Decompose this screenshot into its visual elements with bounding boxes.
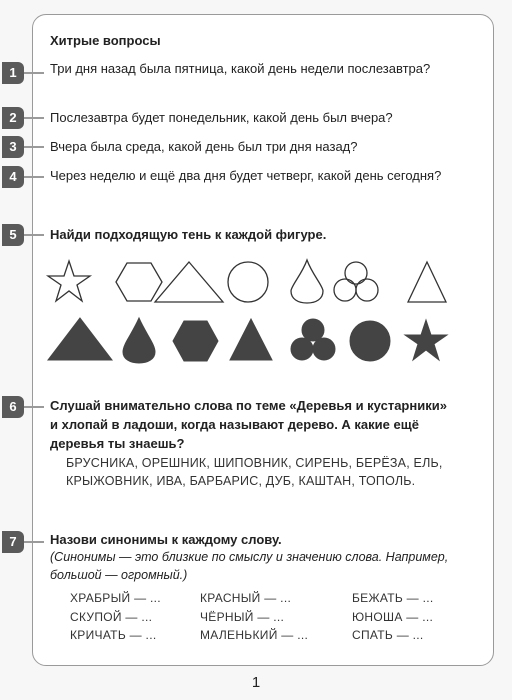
- synonym-word: СПАТЬ — ...: [352, 628, 424, 642]
- clover-outline: [334, 262, 378, 301]
- synonym-word: ХРАБРЫЙ — ...: [70, 591, 161, 605]
- star-outline: [48, 261, 90, 301]
- task-number-6: 6: [2, 396, 24, 418]
- task-5-instruction: Найди подходящую тень к каждой фигуре.: [50, 227, 327, 242]
- circle-outline: [228, 262, 268, 302]
- circle-shadow: [350, 321, 390, 361]
- synonym-word: ЧЁРНЫЙ — ...: [200, 610, 285, 624]
- question-1: Три дня назад была пятница, какой день недели послезавтра?: [50, 61, 431, 76]
- triangle-small-shadow: [230, 319, 272, 360]
- task-number-5: 5: [2, 224, 24, 246]
- drop-shadow: [123, 318, 155, 363]
- question-2: Послезавтра будет понедельник, какой день был вчера?: [50, 110, 393, 125]
- synonym-word: КРАСНЫЙ — ...: [200, 591, 292, 605]
- synonym-word: ЮНОША — ...: [352, 610, 434, 624]
- question-4: Через неделю и ещё два дня будет четверг, какой день сегодня?: [50, 168, 442, 183]
- triangle-small-outline: [408, 262, 446, 302]
- synonym-word: БЕЖАТЬ — ...: [352, 591, 434, 605]
- triangle-shadow: [48, 318, 112, 360]
- page-number: 1: [251, 674, 261, 691]
- question-3: Вчера была среда, какой день был три дня назад?: [50, 139, 358, 154]
- clover-shadow: [291, 319, 335, 360]
- question-number-4: 4: [2, 166, 24, 188]
- section-title: Хитрые вопросы: [50, 33, 161, 48]
- hexagon-outline: [116, 263, 162, 301]
- word-list: БРУСНИКА, ОРЕШНИК, ШИПОВНИК, СИРЕНЬ, БЕРЁЗА, ЕЛЬ, КРЫЖОВНИК, ИВА, БАРБАРИС, ДУБ, КАШТАН, ТОПОЛЬ.: [66, 456, 443, 488]
- hexagon-shadow: [173, 321, 218, 361]
- synonym-word: МАЛЕНЬКИЙ — ...: [200, 628, 309, 642]
- synonym-word: КРИЧАТЬ — ...: [70, 628, 157, 642]
- task-7-instruction: Назови синонимы к каждому слову.: [50, 532, 282, 547]
- synonym-word: СКУПОЙ — ...: [70, 610, 153, 624]
- task-number-7: 7: [2, 531, 24, 553]
- question-number-2: 2: [2, 107, 24, 129]
- question-number-3: 3: [2, 136, 24, 158]
- synonym-note: (Синонимы — это близкие по смыслу и значению слова. Например, большой — огромный.): [50, 550, 449, 582]
- shapes-figure: [40, 256, 460, 368]
- star-shadow: [405, 320, 447, 360]
- drop-outline: [291, 260, 323, 303]
- question-number-1: 1: [2, 62, 24, 84]
- task-6-instruction: Слушай внимательно слова по теме «Деревья и кустарники» и хлопай в ладоши, когда называют дерево. А какие ещё деревья ты знаешь?: [50, 398, 447, 451]
- triangle-outline: [155, 262, 223, 302]
